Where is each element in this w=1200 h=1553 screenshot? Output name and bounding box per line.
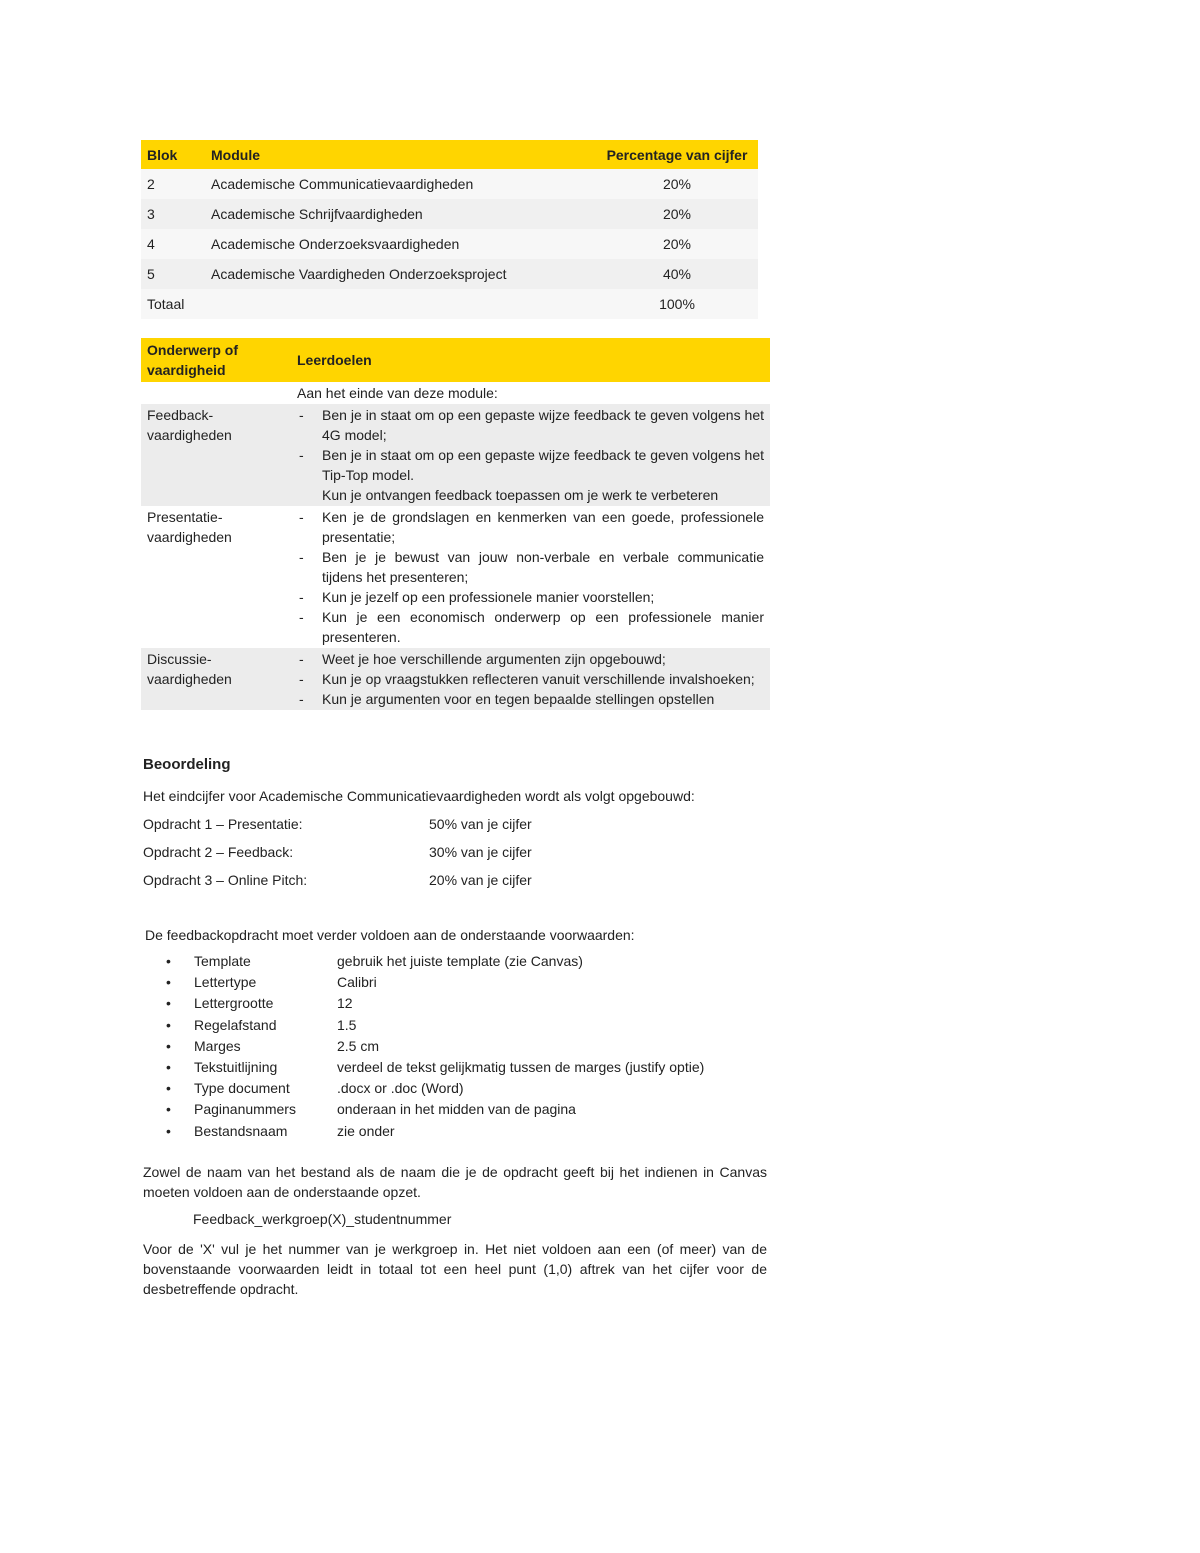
section-row-presentatie — [141, 506, 770, 648]
learning-goals-table — [141, 338, 770, 710]
list-item: • Lettergrootte 12 — [166, 995, 353, 1012]
naming-note: Voor de 'X' vul je het nummer van je werkgroep in. Het niet voldoen aan een (of meer) van de bovenstaande voorwaarden leidt in totaal tot een heel punt (1,0) aftrek van het cijfer voor de desbetreffende opdracht. — [143, 1241, 767, 1297]
header-blok: Blok — [141, 140, 205, 169]
list-item: - Kun je een economisch onderwerp op een professionele manier presenteren. — [299, 609, 764, 645]
table-total-row — [141, 289, 758, 319]
list-item: • Template gebruik het juiste template (zie Canvas) — [166, 953, 583, 969]
cell-total-percentage: 100% — [596, 289, 758, 319]
header-goals: Leerdoelen — [291, 338, 770, 382]
cell-percentage: 20% — [596, 199, 758, 229]
grade-row — [143, 816, 532, 832]
header-percentage: Percentage van cijfer — [596, 140, 758, 169]
list-item: • Marges 2.5 cm — [166, 1037, 380, 1054]
cell-module: Academische Onderzoeksvaardigheden — [205, 229, 596, 259]
cell-blok: 5 — [141, 259, 205, 289]
cell-percentage: 20% — [596, 169, 758, 199]
grade-label: Opdracht 1 – Presentatie: — [143, 816, 303, 832]
cell-percentage: 40% — [596, 259, 758, 289]
section-heading-beoordeling: Beoordeling — [143, 756, 231, 773]
table-row — [141, 199, 758, 229]
grade-value: 20% van je cijfer — [429, 872, 532, 888]
grade-label: Opdracht 2 – Feedback: — [143, 844, 294, 860]
list-item: - Kun je jezelf op een professionele manier voorstellen; — [299, 589, 655, 605]
list-item: - Ben je in staat om op een gepaste wijze feedback te geven volgens het 4G model; — [299, 407, 764, 443]
grade-row — [143, 844, 532, 860]
cell-module: Academische Vaardigheden Onderzoeksproject — [205, 259, 596, 289]
topic-presentatie: Presentatie-vaardigheden — [141, 506, 291, 648]
list-item: • Tekstuitlijning verdeel de tekst gelijkmatig tussen de marges (justify optie) — [166, 1058, 705, 1075]
cell-module: Academische Communicatievaardigheden — [205, 169, 596, 199]
grade-row — [143, 872, 532, 888]
cell-total-label: Totaal — [141, 289, 205, 319]
section-row-feedback — [141, 404, 770, 506]
naming-paragraph: Zowel de naam van het bestand als de naam die je de opdracht geeft bij het indienen in Canvas moeten voldoen aan de onderstaande opzet. — [143, 1164, 767, 1200]
cell-blok: 4 — [141, 229, 205, 259]
grade-label: Opdracht 3 – Online Pitch: — [143, 872, 308, 888]
intro-row — [141, 382, 770, 404]
table-header-row — [141, 338, 770, 382]
goals-list — [297, 649, 764, 709]
cell-module: Academische Schrijfvaardigheden — [205, 199, 596, 229]
cell-percentage: 20% — [596, 229, 758, 259]
table-row — [141, 169, 758, 199]
grade-value: 50% van je cijfer — [429, 816, 532, 832]
table-header-row — [141, 140, 758, 169]
topic-discussie: Discussie-vaardigheden — [141, 648, 291, 710]
table-row — [141, 259, 758, 289]
list-item: • Type document .docx or .doc (Word) — [166, 1080, 464, 1097]
header-module: Module — [205, 140, 596, 169]
list-item: - Ben je in staat om op een gepaste wijze feedback te geven volgens het Tip-Top model. — [299, 447, 764, 483]
list-item: • Paginanummers onderaan in het midden van de pagina — [166, 1101, 576, 1118]
goal-extra: Kun je ontvangen feedback toepassen om je werk te verbeteren — [322, 487, 719, 503]
section-row-discussie — [141, 648, 770, 710]
cell-blok: 3 — [141, 199, 205, 229]
table-row — [141, 229, 758, 259]
list-item: - Kun je argumenten voor en tegen bepaalde stellingen opstellen — [299, 691, 715, 707]
list-item: • Bestandsnaam zie onder — [166, 1122, 395, 1139]
topic-feedback: Feedback-vaardigheden — [141, 404, 291, 506]
beoordeling-intro: Het eindcijfer voor Academische Communicatievaardigheden wordt als volgt opgebouwd: — [143, 788, 695, 804]
filename-format: Feedback_werkgroep(X)_studentnummer — [193, 1211, 452, 1227]
goals-list — [297, 507, 764, 647]
cell-module — [205, 289, 596, 319]
goals-intro: Aan het einde van deze module: — [291, 382, 770, 404]
list-item: - Kun je op vraagstukken reflecteren vanuit verschillende invalshoeken; — [299, 671, 755, 687]
grade-weight-table — [141, 140, 758, 319]
grade-value: 30% van je cijfer — [429, 844, 532, 860]
list-item: - Ben je je bewust van jouw non-verbale en verbale communicatie tijdens het presenteren; — [299, 549, 764, 585]
list-item: - Ken je de grondslagen en kenmerken van een goede, professionele presentatie; — [299, 509, 764, 545]
cell-blok: 2 — [141, 169, 205, 199]
requirements-list — [166, 953, 766, 1144]
list-item: • Regelafstand 1.5 — [166, 1016, 357, 1033]
goals-list — [297, 405, 764, 485]
list-item: • Lettertype Calibri — [166, 974, 377, 991]
list-item: - Weet je hoe verschillende argumenten zijn opgebouwd; — [299, 651, 666, 667]
requirements-intro: De feedbackopdracht moet verder voldoen aan de onderstaande voorwaarden: — [145, 927, 635, 943]
header-topic: Onderwerp of vaardigheid — [141, 338, 291, 382]
